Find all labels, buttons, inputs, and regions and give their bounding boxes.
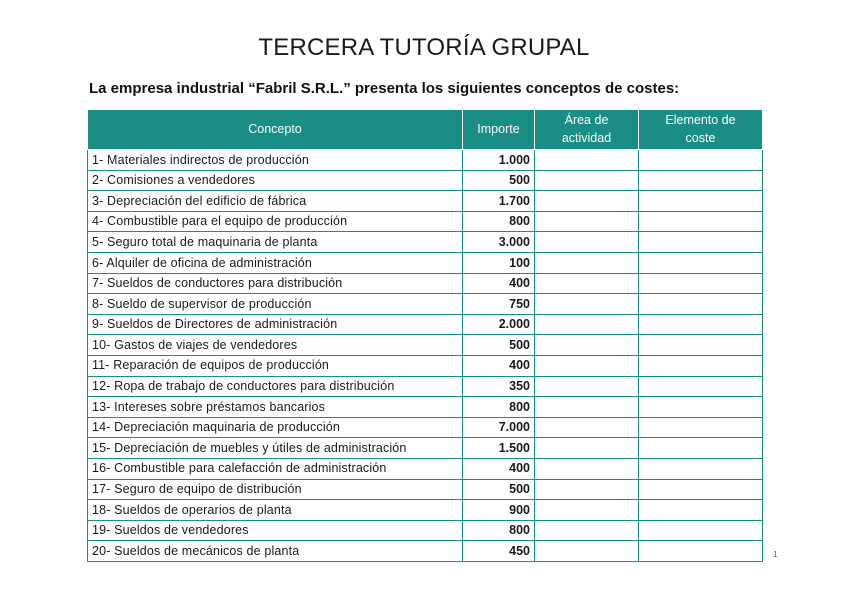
concept-cell: 16- Combustible para calefacción de administración (88, 458, 463, 479)
concept-cell: 5- Seguro total de maquinaria de planta (88, 232, 463, 253)
table-row (88, 314, 763, 335)
concept-cell: 13- Intereses sobre préstamos bancarios (88, 397, 463, 418)
activity-area-cell (535, 417, 639, 438)
activity-area-cell (535, 294, 639, 315)
activity-area-cell (535, 376, 639, 397)
cost-element-cell (639, 252, 763, 273)
activity-area-cell (535, 479, 639, 500)
concept-cell: 19- Sueldos de vendedores (88, 520, 463, 541)
table-row (88, 376, 763, 397)
amount-cell: 500 (463, 479, 535, 500)
table-row (88, 211, 763, 232)
concept-cell: 9- Sueldos de Directores de administración (88, 314, 463, 335)
cost-element-cell (639, 376, 763, 397)
cost-element-cell (639, 541, 763, 562)
amount-cell: 400 (463, 355, 535, 376)
table-row (88, 170, 763, 191)
amount-cell: 400 (463, 273, 535, 294)
concept-cell: 15- Depreciación de muebles y útiles de administración (88, 438, 463, 459)
table-row (88, 458, 763, 479)
activity-area-cell (535, 458, 639, 479)
activity-area-cell (535, 191, 639, 212)
table-header (88, 110, 763, 150)
concept-cell: 4- Combustible para el equipo de producción (88, 211, 463, 232)
amount-cell: 500 (463, 170, 535, 191)
concept-cell: 1- Materiales indirectos de producción (88, 150, 463, 171)
concept-cell: 8- Sueldo de supervisor de producción (88, 294, 463, 315)
table-row (88, 273, 763, 294)
concept-cell: 6- Alquiler de oficina de administración (88, 252, 463, 273)
table-row (88, 232, 763, 253)
table-row (88, 150, 763, 171)
table-row (88, 355, 763, 376)
amount-cell: 3.000 (463, 232, 535, 253)
activity-area-cell (535, 335, 639, 356)
cost-element-cell (639, 397, 763, 418)
cost-element-cell (639, 479, 763, 500)
amount-cell: 800 (463, 520, 535, 541)
intro-text: La empresa industrial “Fabril S.R.L.” presenta los siguientes conceptos de costes: (89, 80, 680, 97)
concept-cell: 10- Gastos de viajes de vendedores (88, 335, 463, 356)
cost-element-cell (639, 417, 763, 438)
header-cost-element (639, 110, 763, 150)
table-row (88, 417, 763, 438)
concept-cell: 7- Sueldos de conductores para distribución (88, 273, 463, 294)
amount-cell: 100 (463, 252, 535, 273)
activity-area-cell (535, 541, 639, 562)
activity-area-cell (535, 211, 639, 232)
table-row (88, 541, 763, 562)
table-row (88, 252, 763, 273)
header-concept: Concepto (88, 110, 463, 150)
table-row (88, 191, 763, 212)
table-row (88, 397, 763, 418)
cost-element-cell (639, 314, 763, 335)
header-row (88, 110, 763, 150)
cost-element-cell (639, 273, 763, 294)
amount-cell: 1.700 (463, 191, 535, 212)
cost-element-cell (639, 438, 763, 459)
amount-cell: 2.000 (463, 314, 535, 335)
activity-area-cell (535, 355, 639, 376)
table-row (88, 438, 763, 459)
concept-cell: 2- Comisiones a vendedores (88, 170, 463, 191)
amount-cell: 350 (463, 376, 535, 397)
amount-cell: 1.000 (463, 150, 535, 171)
cost-element-cell (639, 191, 763, 212)
amount-cell: 400 (463, 458, 535, 479)
page-number: 1 (773, 550, 778, 559)
activity-area-cell (535, 170, 639, 191)
cost-element-cell (639, 170, 763, 191)
activity-area-cell (535, 273, 639, 294)
cost-element-cell (639, 500, 763, 521)
amount-cell: 1.500 (463, 438, 535, 459)
table-row (88, 479, 763, 500)
cost-element-cell (639, 232, 763, 253)
header-cost-element-line2: coste (685, 130, 716, 145)
activity-area-cell (535, 438, 639, 459)
cost-concepts-table (87, 109, 763, 562)
table-body (88, 150, 763, 562)
header-activity-area (535, 110, 639, 150)
amount-cell: 800 (463, 397, 535, 418)
amount-cell: 900 (463, 500, 535, 521)
cost-element-cell (639, 150, 763, 171)
table-row (88, 520, 763, 541)
amount-cell: 500 (463, 335, 535, 356)
table-row (88, 335, 763, 356)
concept-cell: 11- Reparación de equipos de producción (88, 355, 463, 376)
activity-area-cell (535, 500, 639, 521)
header-amount: Importe (463, 110, 535, 150)
cost-element-cell (639, 211, 763, 232)
concept-cell: 18- Sueldos de operarios de planta (88, 500, 463, 521)
header-cost-element-line1: Elemento de (665, 113, 736, 127)
page-title: TERCERA TUTORÍA GRUPAL (258, 34, 590, 61)
activity-area-cell (535, 397, 639, 418)
concept-cell: 17- Seguro de equipo de distribución (88, 479, 463, 500)
concept-cell: 3- Depreciación del edificio de fábrica (88, 191, 463, 212)
cost-element-cell (639, 458, 763, 479)
amount-cell: 450 (463, 541, 535, 562)
activity-area-cell (535, 252, 639, 273)
cost-element-cell (639, 294, 763, 315)
concept-cell: 14- Depreciación maquinaria de producción (88, 417, 463, 438)
amount-cell: 7.000 (463, 417, 535, 438)
cost-element-cell (639, 520, 763, 541)
concept-cell: 12- Ropa de trabajo de conductores para distribución (88, 376, 463, 397)
cost-element-cell (639, 335, 763, 356)
activity-area-cell (535, 232, 639, 253)
header-activity-area-line2: actividad (561, 130, 612, 145)
table-row (88, 500, 763, 521)
header-activity-area-line1: Área de (564, 113, 609, 127)
cost-element-cell (639, 355, 763, 376)
concept-cell: 20- Sueldos de mecánicos de planta (88, 541, 463, 562)
amount-cell: 800 (463, 211, 535, 232)
table-row (88, 294, 763, 315)
activity-area-cell (535, 520, 639, 541)
activity-area-cell (535, 314, 639, 335)
amount-cell: 750 (463, 294, 535, 315)
activity-area-cell (535, 150, 639, 171)
